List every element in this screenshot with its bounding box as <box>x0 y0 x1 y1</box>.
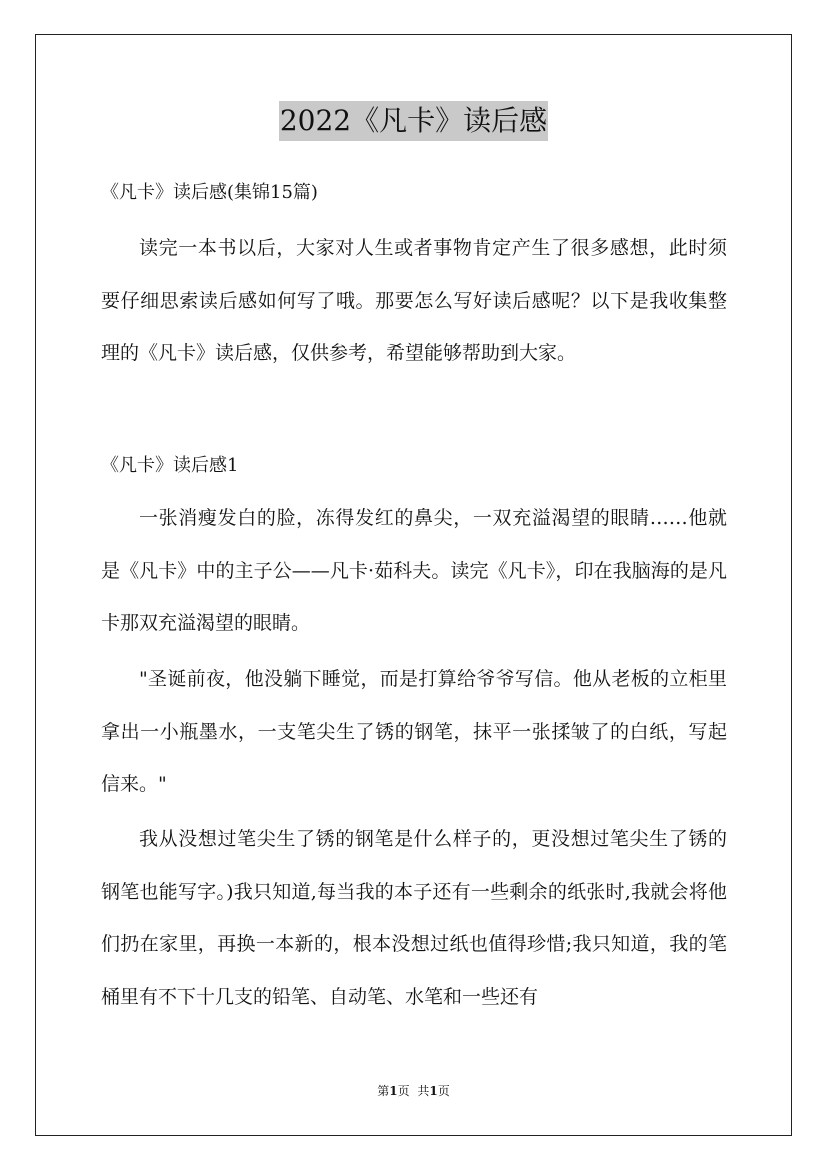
intro-paragraph: 读完一本书以后，大家对人生或者事物肯定产生了很多感想，此时须要仔细思索读后感如何写了哦。那要怎么写好读后感呢？以下是我收集整理的《凡卡》读后感，仅供参考，希望能够帮助到大家。 <box>101 237 727 364</box>
page-footer <box>0 1083 827 1099</box>
total-prefix: 共 <box>417 1084 430 1098</box>
document-subtitle: 《凡卡》读后感(集锦15篇) <box>101 182 318 203</box>
total-pages: 1 <box>429 1084 438 1098</box>
document-title: 2022《凡卡》读后感 <box>279 101 548 141</box>
body-paragraph: 我从没想过笔尖生了锈的钢笔是什么样子的，更没想过笔尖生了锈的钢笔也能写字。)我只知道,每当我的本子还有一些剩余的纸张时,我就会将他们扔在家里，再换一本新的，根本没想过纸也值得珍惜;我只知道，我的笔桶里有不下十几支的铅笔、自动笔、水笔和一些还有 <box>101 828 727 1008</box>
body-paragraph: 一张消瘦发白的脸，冻得发红的鼻尖，一双充溢渴望的眼睛……他就是《凡卡》中的主子公——凡卡·茹科夫。读完《凡卡》，印在我脑海的是凡卡那双充溢渴望的眼睛。 <box>101 507 727 634</box>
page-number: 1 <box>389 1084 398 1098</box>
page-suffix: 页 <box>397 1084 410 1098</box>
total-suffix: 页 <box>437 1084 450 1098</box>
title-container <box>0 101 827 141</box>
section-heading: 《凡卡》读后感1 <box>101 455 239 476</box>
body-paragraph: "圣诞前夜，他没躺下睡觉，而是打算给爷爷写信。他从老板的立柜里拿出一小瓶墨水，一支笔尖生了锈的钢笔，抹平一张揉皱了的白纸，写起信来。" <box>101 668 727 795</box>
page-prefix: 第 <box>377 1084 390 1098</box>
